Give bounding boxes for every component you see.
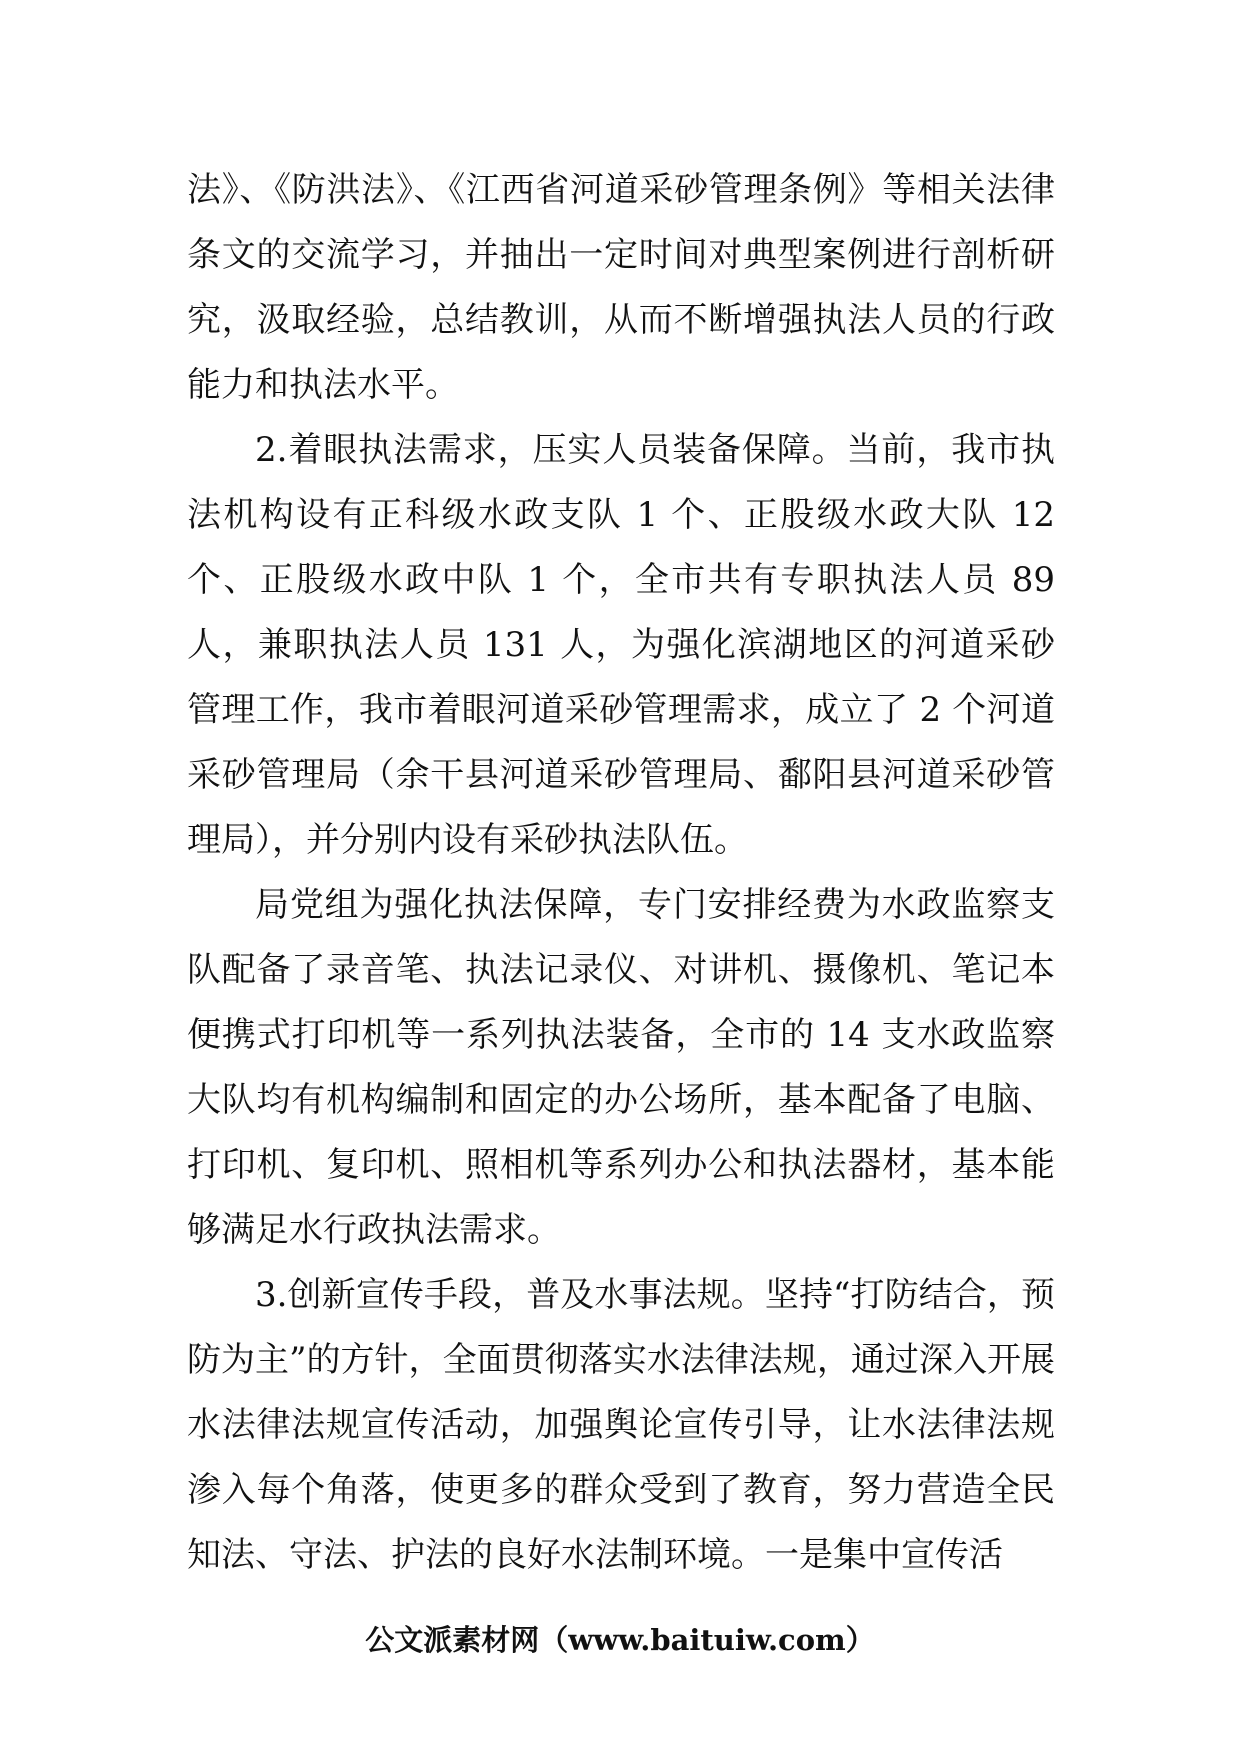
body-text xyxy=(187,158,1055,1588)
paragraph-staffing-equipment: 2.着眼执法需求，压实人员装备保障。当前，我市执法机构设有正科级水政支队 1 个、正股级水政大队 12 个、正股级水政中队 1 个，全市共有专职执法人员 89 人，兼职执法人员 131 人，为强化滨湖地区的河道采砂管理工作，我市着眼河道采砂管理需求，成立了 2 个河道采砂管理局（余干县河道采砂管理局、鄱阳县河道采砂管理局），并分别内设有采砂执法队伍。 xyxy=(187,430,1055,860)
paragraph-publicity: 3.创新宣传手段，普及水事法规。坚持“打防结合，预防为主”的方针，全面贯彻落实水法律法规，通过深入开展水法律法规宣传活动，加强舆论宣传引导，让水法律法规渗入每个角落，使更多的群众受到了教育，努力营造全民知法、守法、护法的良好水法制环境。一是集中宣传活 xyxy=(187,1275,1055,1575)
footer-watermark: 公文派素材网（www.baituiw.com） xyxy=(365,1623,875,1657)
paragraph-enforcement-support: 局党组为强化执法保障，专门安排经费为水政监察支队配备了录音笔、执法记录仪、对讲机、摄像机、笔记本便携式打印机等一系列执法装备，全市的 14 支水政监察大队均有机构编制和固定的办公场所，基本配备了电脑、打印机、复印机、照相机等系列办公和执法器材，基本能够满足水行政执法需求。 xyxy=(187,885,1055,1250)
paragraph-continuation: 法》、《防洪法》、《江西省河道采砂管理条例》等相关法律条文的交流学习，并抽出一定时间对典型案例进行剖析研究，汲取经验，总结教训，从而不断增强执法人员的行政能力和执法水平。 xyxy=(187,170,1055,405)
